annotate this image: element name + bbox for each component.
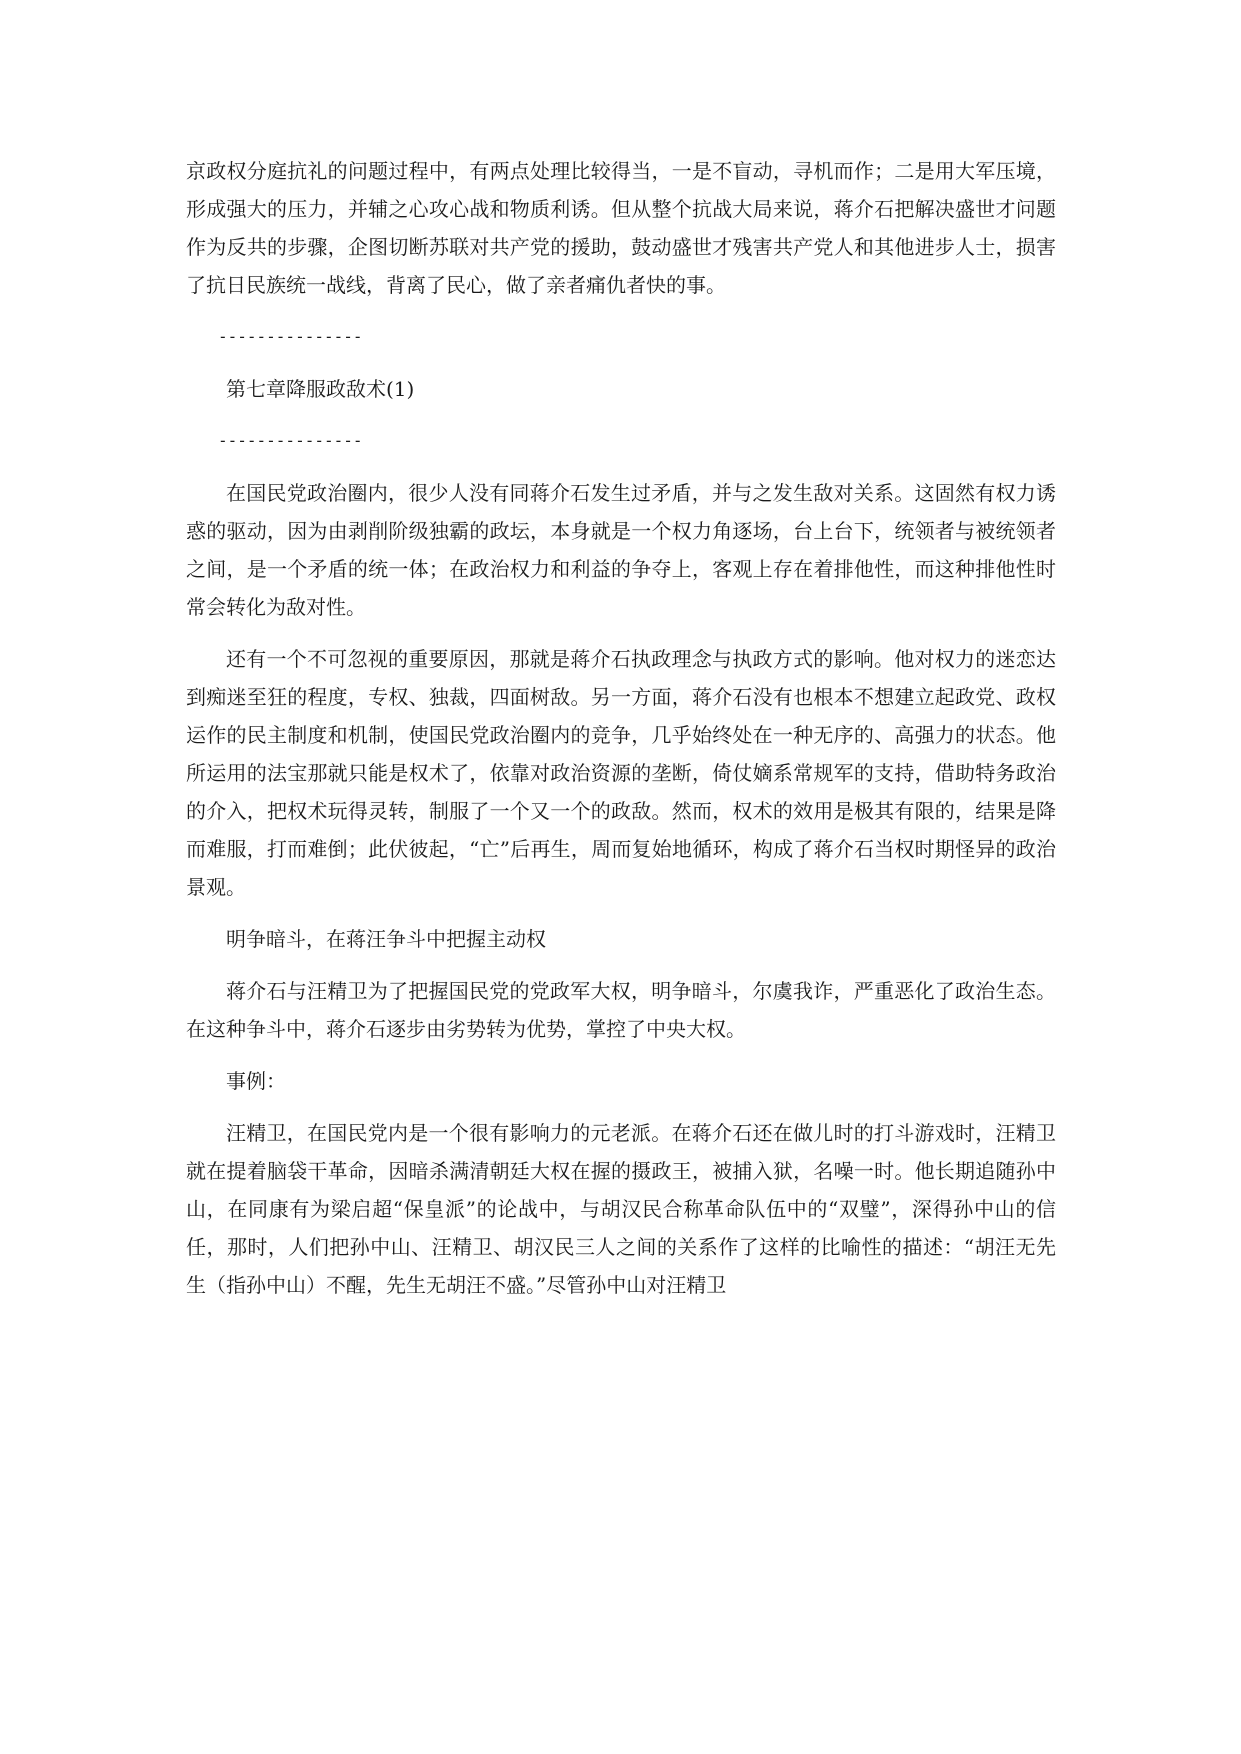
separator-line: ---------------: [218, 431, 363, 450]
example-label: 事例：: [226, 1069, 286, 1093]
paragraph: 汪精卫，在国民党内是一个很有影响力的元老派。在蒋介石还在做儿时的打斗游戏时，汪精卫就在提着脑袋干革命，因暗杀满清朝廷大权在握的摄政王，被捕入狱，名噪一时。他长期追随孙中山，在同康有为梁启超“保皇派”的论战中，与胡汉民合称革命队伍中的“双璧”，深得孙中山的信任，那时，人们把孙中山、汪精卫、胡汉民三人之间的关系作了这样的比喻性的描述：“胡汪无先生（指孙中山）不醒，先生无胡汪不盛。”尽管孙中山对汪精卫: [186, 1121, 1056, 1297]
paragraph: 蒋介石与汪精卫为了把握国民党的党政军大权，明争暗斗，尔虞我诈，严重恶化了政治生态。在这种争斗中，蒋介石逐步由劣势转为优势，掌控了中央大权。: [186, 979, 1056, 1041]
document-body: [186, 152, 1056, 1318]
paragraph-continuation: 京政权分庭抗礼的问题过程中，有两点处理比较得当，一是不盲动，寻机而作；二是用大军压境，形成强大的压力，并辅之心攻心战和物质利诱。但从整个抗战大局来说，蒋介石把解决盛世才问题作为反共的步骤，企图切断苏联对共产党的援助，鼓动盛世才残害共产党人和其他进步人士，损害了抗日民族统一战线，背离了民心，做了亲者痛仇者快的事。: [186, 159, 1056, 297]
chapter-title: 第七章降服政敌术(1): [226, 377, 415, 401]
paragraph: 还有一个不可忽视的重要原因，那就是蒋介石执政理念与执政方式的影响。他对权力的迷恋达到痴迷至狂的程度，专权、独裁，四面树敌。另一方面，蒋介石没有也根本不想建立起政党、政权运作的民主制度和机制，使国民党政治圈内的竞争，几乎始终处在一种无序的、高强力的状态。他所运用的法宝那就只能是权术了，依靠对政治资源的垄断，倚仗嫡系常规军的支持，借助特务政治的介入，把权术玩得灵转，制服了一个又一个的政敌。然而，权术的效用是极其有限的，结果是降而难服，打而难倒；此伏彼起，“亡”后再生，周而复始地循环，构成了蒋介石当权时期怪异的政治景观。: [186, 647, 1056, 899]
section-heading: 明争暗斗，在蒋汪争斗中把握主动权: [226, 927, 546, 951]
paragraph: 在国民党政治圈内，很少人没有同蒋介石发生过矛盾，并与之发生敌对关系。这固然有权力诱惑的驱动，因为由剥削阶级独霸的政坛，本身就是一个权力角逐场，台上台下，统领者与被统领者之间，是一个矛盾的统一体；在政治权力和利益的争夺上，客观上存在着排他性，而这种排他性时常会转化为敌对性。: [186, 481, 1056, 619]
separator-line: ---------------: [218, 327, 363, 346]
